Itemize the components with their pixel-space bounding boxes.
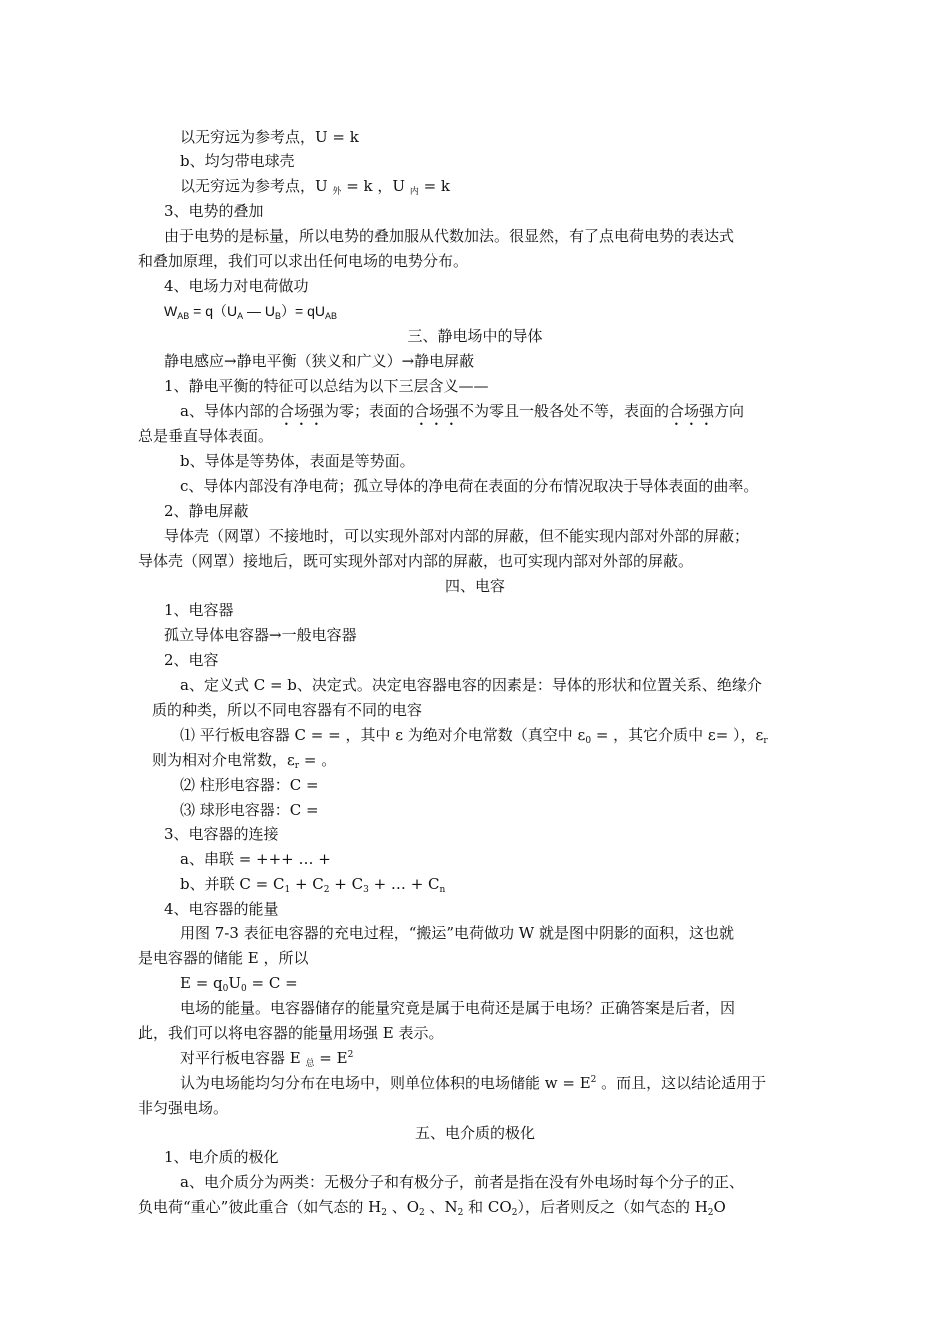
text-line — [180, 1048, 353, 1068]
text-run: 和叠加原理，我们可以求出任何电场的电势分布。 — [138, 252, 469, 270]
subscript: 2 — [381, 1208, 387, 1218]
text-run: U — [228, 974, 242, 992]
text-run: 3、电容器的连接 — [164, 825, 279, 843]
text-run: 对平行板电容器 E — [180, 1049, 306, 1067]
text-line — [180, 775, 319, 795]
text-line — [180, 127, 359, 147]
text-run: 1、静电平衡的特征可以总结为以下三层含义—— — [164, 377, 489, 395]
subscript: 2 — [511, 1208, 518, 1218]
section-heading — [0, 1123, 950, 1143]
text-line — [138, 1098, 228, 1118]
text-run: 1、电容器 — [164, 601, 234, 619]
text-run: 1、电介质的极化 — [164, 1148, 279, 1166]
text-run: 、O — [386, 1198, 420, 1216]
text-run: a、导体内部的 — [180, 402, 279, 420]
text-line — [138, 251, 468, 271]
text-run: = E — [314, 1049, 348, 1067]
text-run: 3、电势的叠加 — [164, 202, 264, 220]
emphasized-text: 合场强 — [413, 402, 459, 420]
text-line — [152, 750, 336, 770]
section-heading — [0, 576, 950, 596]
text-run: = q（U — [189, 303, 238, 319]
subscript: 0 — [241, 984, 247, 994]
text-run: 4、电场力对电荷做功 — [164, 277, 309, 295]
text-run: 电场的能量。电容器储存的能量究竟是属于电荷还是属于电场？正确答案是后者，因 — [180, 999, 736, 1017]
text-run: 和 CO — [463, 1198, 512, 1216]
text-run: 2、电容 — [164, 651, 219, 669]
text-run: 2、静电屏蔽 — [164, 502, 249, 520]
text-run: 此，我们可以将电容器的能量用场强 E 表示。 — [138, 1024, 444, 1042]
text-line — [164, 1147, 279, 1167]
text-line — [164, 824, 279, 844]
text-line — [180, 800, 319, 820]
subscript: AB — [177, 311, 190, 321]
subscript: 2 — [457, 1208, 464, 1218]
formula-line — [164, 301, 337, 321]
text-run: ）= qU — [281, 303, 325, 319]
text-run: a、定义式 C = b、决定式。决定电容器电容的因素是：导体的形状和位置关系、绝缘介 — [180, 676, 762, 694]
text-run: 不为零且一般各处不等，表面的 — [459, 402, 670, 420]
heading-text: 四、电容 — [444, 577, 505, 595]
text-line — [152, 700, 422, 720]
text-line — [180, 176, 450, 196]
text-line — [164, 376, 489, 396]
subscript: 2 — [323, 885, 330, 895]
section-heading — [0, 326, 950, 346]
text-line — [180, 725, 768, 745]
text-run: 方向 — [714, 402, 745, 420]
text-line — [180, 1073, 766, 1093]
text-line — [180, 874, 445, 894]
text-run: b、均匀带电球壳 — [180, 152, 295, 170]
superscript: 2 — [347, 1050, 354, 1060]
text-run: = k ，U — [341, 177, 410, 195]
text-run: = k — [418, 177, 451, 195]
subscript: r — [763, 736, 768, 746]
subscript: 2 — [419, 1208, 425, 1218]
text-run: 、N — [424, 1198, 458, 1216]
text-run: 则为相对介电常数，ε — [152, 751, 295, 769]
subscript: r — [294, 761, 300, 771]
text-line — [180, 401, 744, 429]
superscript: 2 — [590, 1075, 597, 1085]
text-line — [164, 526, 749, 546]
text-line — [180, 973, 298, 993]
heading-text: 五、电介质的极化 — [414, 1124, 535, 1142]
text-line — [180, 998, 735, 1018]
text-line — [180, 1172, 744, 1192]
text-run: = ，其它介质中 ε= ），ε — [591, 726, 764, 744]
text-line — [180, 151, 295, 171]
text-line — [180, 476, 758, 496]
emphasized-text: 合场强 — [669, 402, 715, 420]
text-line — [138, 1023, 444, 1043]
text-run: W — [164, 303, 178, 319]
text-run: 以无穷远为参考点，U = k — [180, 128, 359, 146]
subscript: 2 — [707, 1208, 714, 1218]
subscript: 外 — [332, 187, 342, 197]
text-run: 。而且，这以结论适用于 — [596, 1074, 767, 1092]
text-line — [164, 650, 219, 670]
text-run: + C — [329, 875, 364, 893]
text-line — [164, 600, 234, 620]
text-run: a、电介质分为两类：无极分子和有极分子，前者是指在没有外电场时每个分子的正、 — [180, 1173, 744, 1191]
subscript: 0 — [222, 984, 229, 994]
emphasized-text: 合场强 — [278, 402, 324, 420]
text-run: — U — [243, 303, 275, 319]
text-line — [138, 551, 693, 571]
text-line — [138, 948, 309, 968]
text-line — [180, 849, 331, 869]
text-run: b、并联 C = C — [180, 875, 285, 893]
subscript: 内 — [409, 187, 419, 197]
text-line — [180, 923, 734, 943]
text-run: 静电感应→静电平衡（狭义和广义）→静电屏蔽 — [164, 352, 475, 370]
subscript: 3 — [363, 885, 369, 895]
text-run: a、串联 = +++ … + — [180, 850, 331, 868]
text-run: ⑶ 球形电容器：C = — [180, 801, 319, 819]
text-line — [164, 899, 279, 919]
text-line — [180, 675, 762, 695]
subscript: 1 — [284, 885, 291, 895]
text-run: = C = — [246, 974, 298, 992]
text-run: c、导体内部没有净电荷；孤立导体的净电荷在表面的分布情况取决于导体表面的曲率。 — [180, 477, 759, 495]
text-line — [164, 625, 357, 645]
text-run: 由于电势的是标量，所以电势的叠加服从代数加法。很显然，有了点电荷电势的表达式 — [164, 227, 735, 245]
text-line — [164, 201, 264, 221]
text-run: ⑵ 柱形电容器：C = — [180, 776, 319, 794]
text-run: b、导体是等势体，表面是等势面。 — [180, 452, 415, 470]
text-run: + … + C — [368, 875, 440, 893]
text-run: ⑴ 平行板电容器 C = = ，其中 ε 为绝对介电常数（真空中 ε — [180, 726, 586, 744]
text-run: 负电荷“重心”彼此重合（如气态的 H — [138, 1198, 382, 1216]
text-run: 为零；表面的 — [323, 402, 414, 420]
subscript: B — [275, 311, 282, 321]
text-run: O — [713, 1198, 726, 1216]
text-run: E = q — [180, 974, 223, 992]
text-run: = 。 — [299, 751, 337, 769]
text-run: 总是垂直导体表面。 — [138, 427, 274, 445]
subscript: A — [237, 311, 244, 321]
subscript: n — [439, 885, 446, 895]
text-run: 用图 7-3 表征电容器的充电过程，“搬运”电荷做功 W 就是图中阴影的面积，这也就 — [180, 924, 734, 942]
text-run: 孤立导体电容器→一般电容器 — [164, 626, 357, 644]
text-run: 认为电场能均匀分布在电场中，则单位体积的电场储能 w = E — [180, 1074, 591, 1092]
text-line — [180, 451, 415, 471]
subscript: 0 — [585, 736, 592, 746]
text-run: 导体壳（网罩）不接地时，可以实现外部对内部的屏蔽，但不能实现内部对外部的屏蔽； — [164, 527, 750, 545]
text-line — [164, 226, 734, 246]
subscript: 总 — [305, 1059, 315, 1069]
text-line — [164, 276, 309, 296]
text-line — [138, 426, 273, 446]
subscript: AB — [324, 311, 337, 321]
text-line — [138, 1197, 726, 1217]
text-run: + C — [290, 875, 324, 893]
text-run: 是电容器的储能 E ，所以 — [138, 949, 309, 967]
text-run: ），后者则反之（如气态的 H — [517, 1198, 708, 1216]
text-run: 质的种类，所以不同电容器有不同的电容 — [152, 701, 423, 719]
text-run: 4、电容器的能量 — [164, 900, 279, 918]
text-line — [164, 351, 474, 371]
text-run: 导体壳（网罩）接地后，既可实现外部对内部的屏蔽，也可实现内部对外部的屏蔽。 — [138, 552, 694, 570]
heading-text: 三、静电场中的导体 — [407, 327, 543, 345]
text-run: 非匀强电场。 — [138, 1099, 229, 1117]
text-line — [164, 501, 249, 521]
text-run: 以无穷远为参考点，U — [180, 177, 333, 195]
